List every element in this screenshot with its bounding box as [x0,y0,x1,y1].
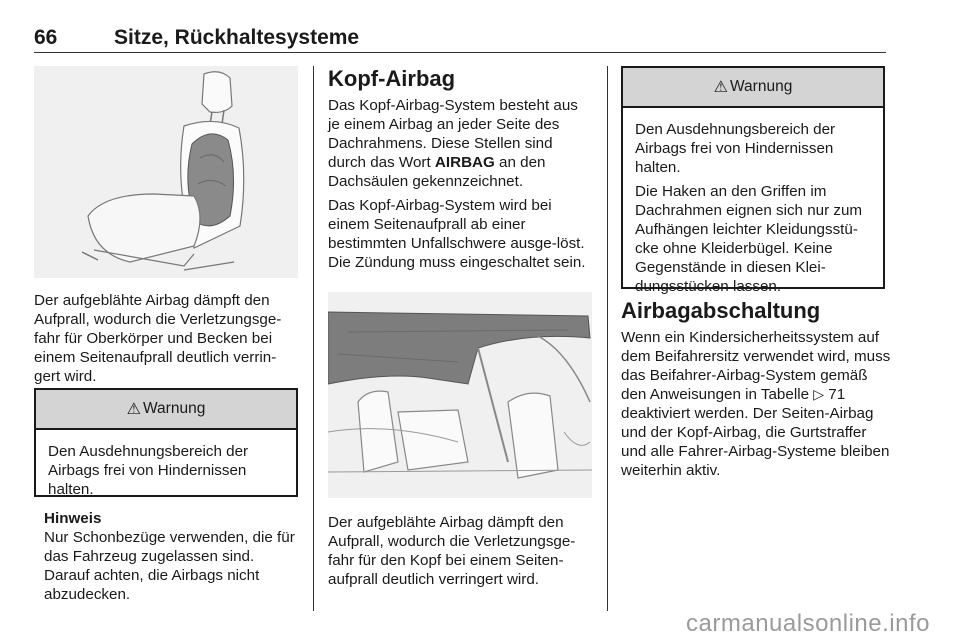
airbag-deactivation-paragraph: Wenn ein Kindersicherheitssystem auf dem Beifahrersitz verwendet wird, muss das Beifahrer-Airbag-System gemäß den Anweisungen in Tabelle ▷ 71 deaktiviert werden. Der Seiten-Airbag und der Kopf-Airbag, die Gurtstraffer und alle Fahrer-Airbag-Systeme bleiben weiterhin aktiv. [621,329,891,479]
warning-triangle-icon: ⚠ [713,79,728,96]
hint-text: Nur Schonbezüge verwenden, die für das Fahrzeug zugelassen sind. Darauf achten, die Airbags nicht abzudecken. [44,529,295,603]
warning-title: Warnung [730,78,793,95]
warning-box-2 [621,66,885,295]
warning-header [623,68,883,108]
hint-title: Hinweis [44,510,102,527]
car-interior-drawing [328,292,592,498]
head-airbag-caption: Der aufgeblähte Airbag dämpft den Aufprall, wodurch die Verletzungsge-fahr für den Kopf bei einem Seiten-aufprall deutlich verringert wird. [328,514,576,588]
warning-text-1: Den Ausdehnungsbereich der Airbags frei von Hindernissen halten. [635,121,836,176]
warning-box-1 [34,388,298,497]
warning-header [36,390,296,430]
head-airbag-paragraph-2: Das Kopf-Airbag-System wird bei einem Seitenaufprall ab einer bestimmten Unfallschwere ausge-löst. Die Zündung muss eingeschaltet sein. [328,197,586,271]
head-airbag-illustration [328,292,592,498]
page-reference-arrow-icon: ▷ [813,386,825,402]
side-airbag-seat-illustration [34,66,298,278]
page-title: Sitze, Rückhaltesysteme [114,26,360,49]
airbag-label: AIRBAG [434,154,495,171]
watermark: carmanualsonline.info [686,610,930,637]
section-heading-airbagabschaltung: Airbagabschaltung [621,298,821,323]
airbag-deactivation-section [621,298,891,480]
seat-drawing [34,66,298,278]
head-airbag-paragraph-1: Das Kopf-Airbag-System besteht aus je einem Airbag an jeder Seite des Dachrahmens. Diese Stellen sind durch das Wort AIRBAG an den Dachsäulen gekennzeichnet. [328,97,578,190]
side-airbag-caption: Der aufgeblähte Airbag dämpft den Aufprall, wodurch die Verletzungsge-fahr für Oberkörper und Becken bei einem Seitenaufprall deutlich verrin-gert wird. [34,292,282,385]
page-number: 66 [34,26,58,49]
warning-title: Warnung [143,400,206,417]
hint-block [44,509,300,604]
warning-text: Den Ausdehnungsbereich der Airbags frei von Hindernissen halten. [48,443,249,498]
head-airbag-section [328,66,592,277]
column-divider-2 [607,66,608,611]
column-divider-1 [313,66,314,611]
header-divider [34,52,886,53]
section-heading-kopf-airbag: Kopf-Airbag [328,66,456,91]
warning-triangle-icon: ⚠ [126,401,141,418]
warning-text-2: Die Haken an den Griffen im Dachrahmen eignen sich nur zum Aufhängen leichter Kleidungsstü-cke ohne Kleiderbügel. Keine Gegenstände in diesen Klei-dungsstücken lassen. [635,183,863,295]
